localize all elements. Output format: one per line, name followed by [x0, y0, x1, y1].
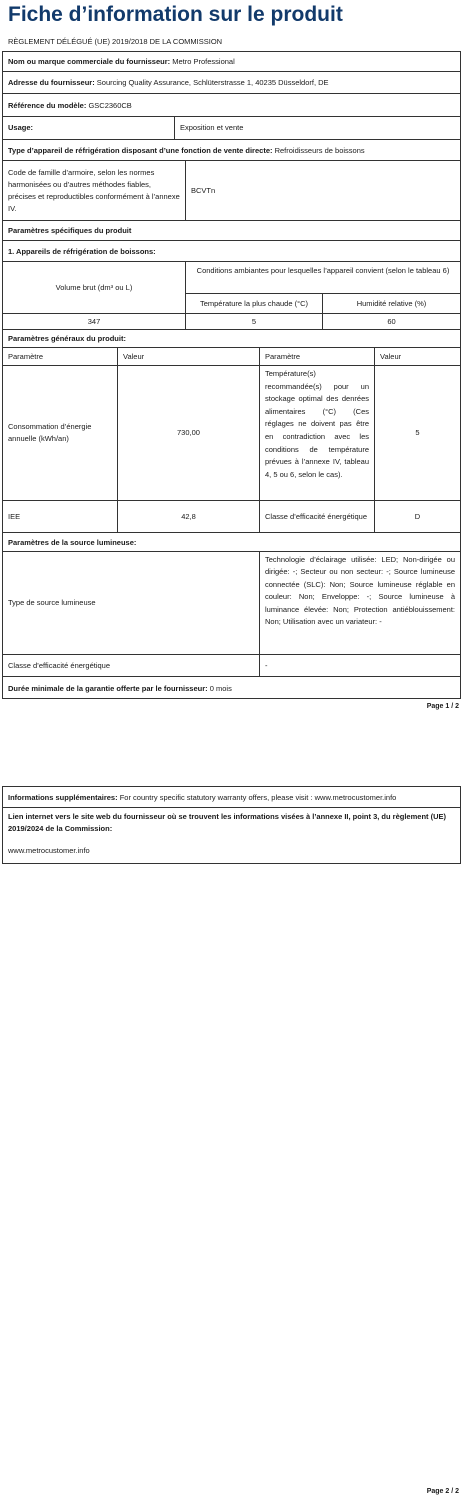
- usage-label: Usage:: [3, 117, 175, 139]
- light-type-value: Technologie d’éclairage utilisée: LED; Non-dirigée ou dirigée: -; Secteur ou non secteur: -; Source lumineuse connectée (SLC): Non; Source lumineuse réglable en couleur: Non; Enveloppe: -; Source lumineuse à luminance élevée: Non; Protection antiéblouissement: Non; Utilisation avec un variateur: -: [265, 555, 455, 627]
- warranty-label: Durée minimale de la garantie offerte par le fournisseur:: [8, 683, 208, 693]
- beverage-section-heading: [3, 241, 460, 262]
- light-params-label: Paramètres de la source lumineuse:: [8, 537, 137, 547]
- supplier-label: Nom ou marque commerciale du fournisseur:: [8, 57, 171, 66]
- regulation-reference: RÈGLEMENT DÉLÉGUÉ (UE) 2019/2018 DE LA COMMISSION: [8, 37, 223, 46]
- type-value: Refroidisseurs de boissons: [274, 145, 365, 155]
- conditions-cell: [186, 262, 460, 294]
- link-value[interactable]: www.metrocustomer.info: [8, 846, 90, 855]
- type-row: [3, 140, 460, 161]
- page-number-1: Page 1 / 2: [426, 703, 459, 710]
- warranty-value: 0 mois: [209, 683, 232, 693]
- page-title: Fiche d’information sur le produit: [8, 3, 343, 26]
- info-row: [3, 787, 460, 808]
- temp-hot-label: Température la plus chaude (°C): [186, 294, 323, 313]
- eff-class-label: Classe d’efficacité énergétique: [260, 501, 375, 532]
- consumption-label: Consommation d’énergie annuelle (kWh/an): [3, 366, 118, 500]
- eff-class-value: D: [414, 511, 421, 521]
- link-row: [3, 808, 460, 864]
- general-header-row: [3, 348, 460, 366]
- beverage-section-label: 1. Appareils de réfrigération de boissons:: [8, 246, 156, 256]
- humidity-value: 60: [387, 316, 396, 326]
- gen-header-param-1: Paramètre: [3, 348, 118, 365]
- family-label: Code de famille d’armoire, selon les normes harmonisées ou d’autres méthodes fiables, précises et reproductibles conformément à l’annexe IV.: [3, 161, 186, 220]
- model-label: Référence du modèle:: [8, 100, 87, 110]
- rec-temp-label: Température(s) recommandée(s) pour un stockage optimal des denrées alimentaires (°C) (Ces réglages ne doivent pas être en contradiction avec les conditions de température prévues à l’annexe IV, tableau 4, 5 ou 6, selon le cas).: [260, 366, 375, 500]
- model-row: [3, 94, 460, 117]
- volume-label: Volume brut (dm³ ou L): [3, 262, 186, 313]
- family-row: [3, 161, 460, 221]
- volume-value: 347: [3, 314, 186, 329]
- light-params-heading: [3, 533, 460, 552]
- model-value: GSC2360CB: [88, 100, 132, 110]
- light-class-value: -: [265, 660, 268, 670]
- additional-info-table: [2, 786, 461, 864]
- type-label: Type d’appareil de réfrigération disposant d’une fonction de vente directe:: [8, 145, 273, 155]
- rec-temp-value: 5: [415, 428, 420, 437]
- humidity-label: Humidité relative (%): [356, 298, 427, 308]
- usage-value: Exposition et vente: [180, 123, 244, 132]
- product-sheet-table: [2, 51, 461, 699]
- consumption-value: 730,00: [118, 366, 260, 500]
- conditions-label: Conditions ambiantes pour lesquelles l’appareil convient (selon le tableau 6): [196, 266, 450, 275]
- light-class-row: [3, 655, 460, 677]
- address-row: [3, 72, 460, 94]
- gen-header-param-2: Paramètre: [260, 348, 375, 365]
- iee-value: 42,8: [118, 501, 260, 532]
- conditions-values-row: [3, 314, 460, 330]
- supplier-row: [3, 52, 460, 72]
- gen-header-value-1: Valeur: [118, 348, 260, 365]
- consumption-row: [3, 366, 460, 501]
- info-value: For country specific statutory warranty offers, please visit : www.metrocustomer.info: [119, 792, 397, 802]
- iee-label: IEE: [3, 501, 118, 532]
- specific-params-heading: [3, 221, 460, 241]
- specific-params-label: Paramètres spécifiques du produit: [8, 226, 132, 235]
- light-type-row: [3, 552, 460, 655]
- link-label: Lien internet vers le site web du fournisseur où se trouvent les informations visées à l’annexe II, point 3, du règlement (UE) 2019/2024 de la Commission:: [8, 812, 447, 833]
- family-value: BCVTn: [191, 185, 216, 195]
- address-value: Sourcing Quality Assurance, Schlüterstrasse 1, 40235 Düsseldorf, DE: [96, 78, 329, 87]
- gen-header-value-2: Valeur: [380, 351, 402, 361]
- iee-row: [3, 501, 460, 533]
- info-label: Informations supplémentaires:: [8, 792, 118, 802]
- temp-hot-value: 5: [186, 314, 323, 329]
- general-params-heading: [3, 330, 460, 348]
- conditions-header-row: [3, 262, 460, 314]
- supplier-value: Metro Professional: [172, 57, 235, 66]
- address-label: Adresse du fournisseur:: [8, 78, 95, 87]
- warranty-row: [3, 677, 460, 699]
- page-number-2: Page 2 / 2: [426, 1488, 459, 1495]
- general-params-label: Paramètres généraux du produit:: [8, 334, 126, 343]
- usage-row: [3, 117, 460, 140]
- light-class-label: Classe d’efficacité énergétique: [3, 655, 260, 676]
- light-type-label: Type de source lumineuse: [3, 552, 260, 654]
